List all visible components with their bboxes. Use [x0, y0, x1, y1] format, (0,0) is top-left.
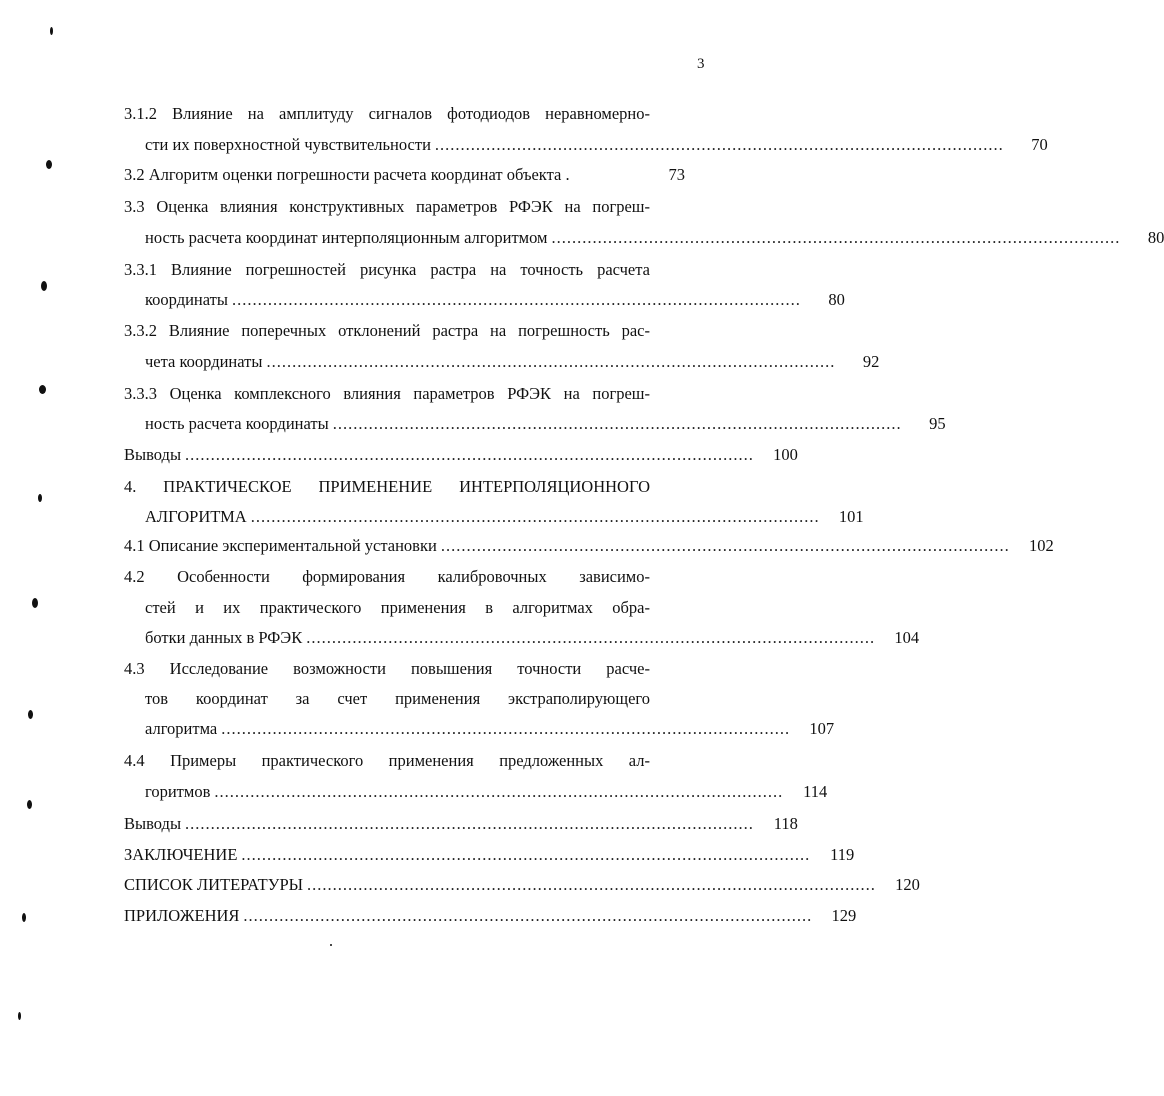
- leader-dots: ...............................................................................................................: [185, 445, 754, 464]
- toc-entry[interactable]: [124, 875, 920, 895]
- toc-entry[interactable]: [145, 719, 835, 739]
- toc-line: 4. ПРАКТИЧЕСКОЕ ПРИМЕНЕНИЕ ИНТЕРПОЛЯЦИОННОГО: [124, 477, 650, 496]
- toc-entry-text: чета координаты: [145, 352, 263, 371]
- toc-line: 3.1.2 Влияние на амплитуду сигналов фотодиодов неравномерно-: [124, 104, 650, 123]
- toc-page-number: 80: [1147, 228, 1164, 247]
- toc-entry-text: сти их поверхностной чувствительности: [145, 135, 431, 154]
- toc-line: 3.3.1 Влияние погрешностей рисунка растра на точность расчета: [124, 260, 650, 279]
- leader-dots: ...............................................................................................................: [307, 875, 876, 894]
- toc-line: 3.3 Оценка влияния конструктивных параметров РФЭК на погреш-: [124, 197, 650, 216]
- toc-line: 3.3.3 Оценка комплексного влияния параметров РФЭК на погреш-: [124, 384, 650, 403]
- toc-entry[interactable]: [124, 165, 685, 185]
- leader-dots: ...............................................................................................................: [231, 290, 801, 309]
- leader-dots: ...............................................................................................................: [434, 135, 1004, 154]
- scan-mark: [22, 913, 26, 922]
- scan-mark: [41, 281, 47, 291]
- toc-page-number: 100: [773, 445, 798, 464]
- leader-dots: ...............................................................................................................: [221, 719, 791, 738]
- toc-entry[interactable]: [124, 536, 1054, 556]
- scan-mark: [18, 1012, 21, 1020]
- toc-line: 4.4 Примеры практического применения предложенных ал-: [124, 751, 650, 770]
- toc-entry-text: горитмов: [145, 782, 211, 801]
- scan-mark: [39, 385, 46, 394]
- toc-entry-text: ность расчета координаты: [145, 414, 329, 433]
- toc-entry[interactable]: [145, 507, 864, 527]
- leader-dots: ...............................................................................................................: [241, 845, 811, 864]
- toc-page-number: 102: [1028, 536, 1054, 555]
- toc-entry[interactable]: [145, 135, 1048, 155]
- toc-page-number: 92: [862, 352, 880, 371]
- leader-dots: ...............................................................................................................: [185, 814, 754, 833]
- toc-entry-text: Выводы: [124, 445, 182, 464]
- toc-page-number: 119: [830, 845, 855, 864]
- toc-entry-text: ботки данных в РФЭК: [145, 628, 303, 647]
- toc-entry-text: 3.2 Алгоритм оценки погрешности расчета координат объекта .: [124, 165, 570, 184]
- scan-mark: [27, 800, 32, 809]
- toc-page-number: 107: [809, 719, 835, 738]
- toc-entry[interactable]: [124, 445, 798, 465]
- toc-page-number: 80: [828, 290, 845, 309]
- toc-entry-text: алгоритма: [145, 719, 218, 738]
- toc-entry-text: координаты: [145, 290, 228, 309]
- leader-dots: ...............................................................................................................: [440, 536, 1010, 555]
- page-number: 3: [697, 56, 705, 72]
- toc-entry-text: 4.1 Описание экспериментальной установки: [124, 536, 437, 555]
- scan-mark: [38, 494, 42, 502]
- toc-line: тов координат за счет применения экстраполирующего: [145, 689, 650, 708]
- toc-page-number: 120: [895, 875, 920, 894]
- toc-entry[interactable]: [145, 352, 880, 372]
- toc-entry-text: ность расчета координат интерполяционным алгоритмом: [145, 228, 548, 247]
- leader-dots: ...............................................................................................................: [250, 507, 820, 526]
- toc-entry-text: АЛГОРИТМА: [145, 507, 247, 526]
- toc-page-number: 118: [773, 814, 798, 833]
- toc-entry[interactable]: [145, 228, 1164, 248]
- toc-entry[interactable]: [124, 845, 855, 865]
- leader-dots: ...............................................................................................................: [332, 414, 902, 433]
- toc-entry[interactable]: [145, 414, 946, 434]
- toc-page-number: 129: [831, 906, 857, 925]
- scan-mark: [50, 27, 53, 35]
- toc-line: 4.3 Исследование возможности повышения точности расче-: [124, 659, 650, 678]
- toc-entry[interactable]: [145, 782, 828, 802]
- leader-dots: ...............................................................................................................: [306, 628, 876, 647]
- toc-page-number: 95: [929, 414, 946, 433]
- leader-dots: ...............................................................................................................: [266, 352, 836, 371]
- scan-mark: [32, 598, 38, 608]
- toc-line: 4.2 Особенности формирования калибровочных зависимо-: [124, 567, 650, 586]
- toc-page-number: 114: [803, 782, 828, 801]
- toc-entry[interactable]: [124, 814, 798, 834]
- toc-entry-text: ЗАКЛЮЧЕНИЕ: [124, 845, 238, 864]
- toc-page-number: 101: [838, 507, 864, 526]
- toc-entry[interactable]: [124, 906, 857, 926]
- toc-line: стей и их практического применения в алгоритмах обра-: [145, 598, 650, 617]
- toc-line: 3.3.2 Влияние поперечных отклонений растра на погрешность рас-: [124, 321, 650, 340]
- scan-mark: [330, 944, 332, 946]
- toc-entry-text: СПИСОК ЛИТЕРАТУРЫ: [124, 875, 304, 894]
- leader-dots: ...............................................................................................................: [243, 906, 813, 925]
- toc-page-number: 104: [894, 628, 920, 647]
- toc-page-number: 70: [1031, 135, 1048, 154]
- leader-dots: ...............................................................................................................: [551, 228, 1121, 247]
- toc-page-number: 73: [668, 165, 685, 184]
- toc-entry-text: Выводы: [124, 814, 182, 833]
- scan-mark: [28, 710, 33, 719]
- toc-entry-text: ПРИЛОЖЕНИЯ: [124, 906, 240, 925]
- toc-entry[interactable]: [145, 628, 920, 648]
- toc-entry[interactable]: [145, 290, 845, 310]
- scan-mark: [46, 160, 52, 169]
- leader-dots: ...............................................................................................................: [214, 782, 784, 801]
